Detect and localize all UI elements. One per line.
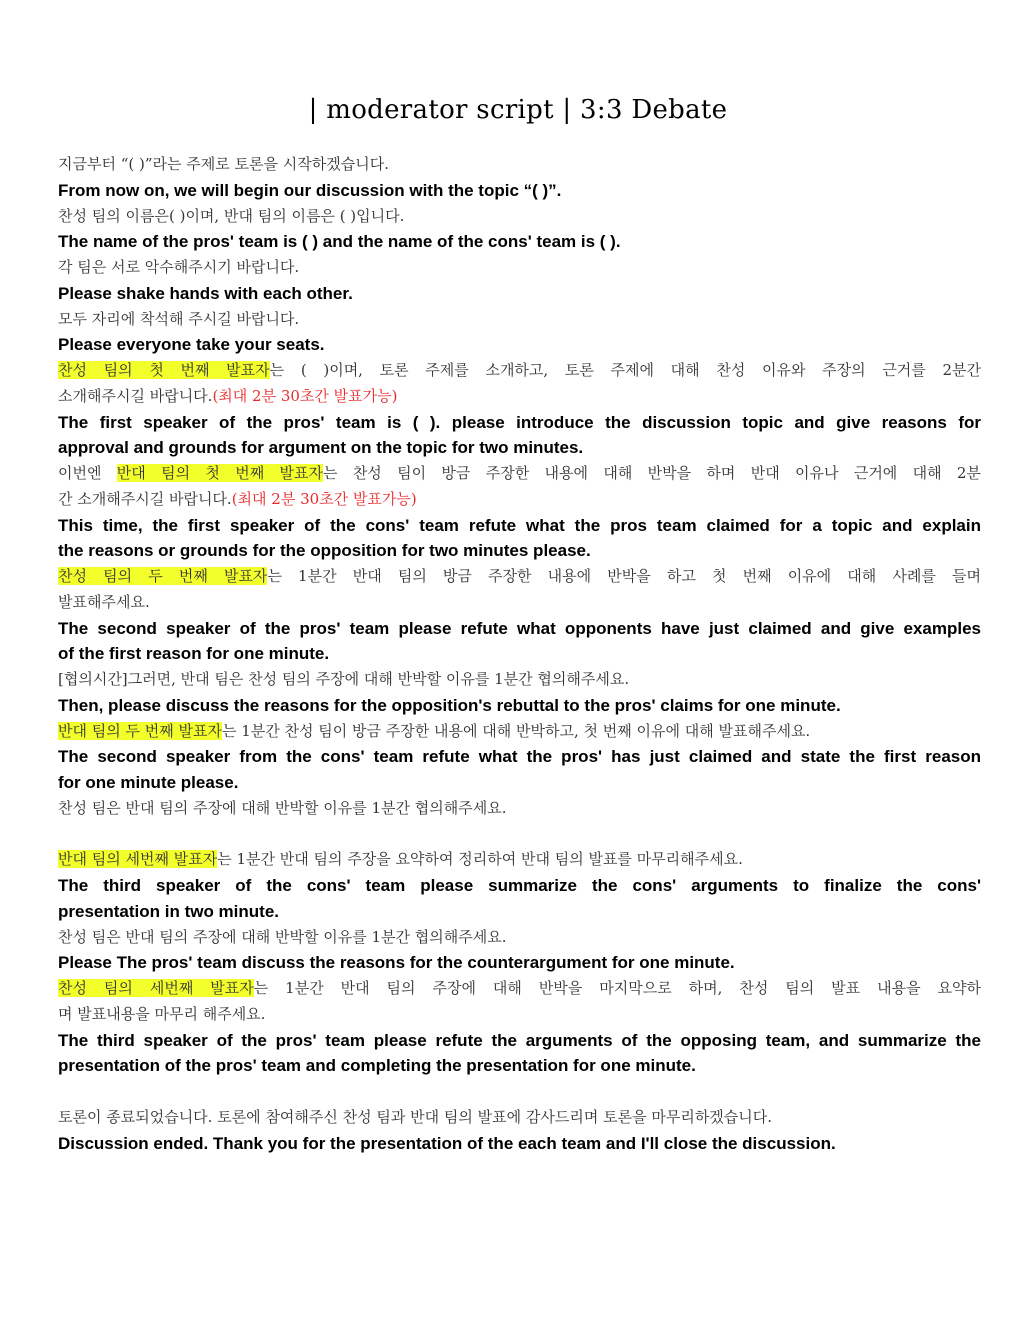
korean-line xyxy=(58,564,981,590)
document-title: | moderator script | 3:3 Debate xyxy=(308,95,728,125)
korean-line: 토론이 종료되었습니다. 토론에 참여해주신 찬성 팀과 반대 팀의 발표에 감사드리며 토론을 마무리하겠습니다. xyxy=(58,1107,773,1126)
line-text: 간 소개해주시길 바랍니다. xyxy=(58,489,232,508)
english-line: The third speaker of the cons' team please summarize the cons' arguments to finalize the cons' xyxy=(58,876,981,895)
korean-line xyxy=(58,384,981,410)
english-line: Discussion ended. Thank you for the presentation of the each team and I'll close the discussion. xyxy=(58,1133,836,1153)
english-line: The second speaker from the cons' team refute what the pros' has just claimed and state the first reason xyxy=(58,747,981,767)
speaker-highlight: 반대 팀의 첫 번째 발표자 xyxy=(116,464,323,482)
korean-line xyxy=(58,487,981,513)
speaker-highlight: 찬성 팀의 세번째 발표자 xyxy=(58,979,254,997)
line-text: 이번엔 xyxy=(58,464,117,482)
speaker-highlight: 찬성 팀의 두 번째 발표자 xyxy=(58,567,268,585)
korean-line: 각 팀은 서로 악수해주시기 바랍니다. xyxy=(58,258,300,276)
english-line: The third speaker of the pros' team please refute the arguments of the opposing team, and summarize the xyxy=(58,1030,981,1050)
english-line: Please shake hands with each other. xyxy=(58,283,353,303)
english-line: From now on, we will begin our discussion with the topic “( )”. xyxy=(58,180,562,200)
korean-line xyxy=(58,976,981,1002)
korean-line: 찬성 팀의 이름은( )이며, 반대 팀의 이름은 ( )입니다. xyxy=(58,206,405,225)
speaker-highlight: 찬성 팀의 첫 번째 발표자 xyxy=(58,361,270,379)
english-line: The second speaker of the pros' team please refute what opponents have just claimed and give examples xyxy=(58,618,981,638)
line-text: 는 1분간 찬성 팀이 방금 주장한 내용에 대해 반박하고, 첫 번째 이유에 대해 발표해주세요. xyxy=(221,721,811,740)
line-text: 는 1분간 반대 팀의 주장을 요약하여 정리하여 반대 팀의 발표를 마무리해주세요. xyxy=(217,850,743,869)
speaker-highlight: 반대 팀의 세번째 발표자 xyxy=(58,850,218,869)
english-line: of the first reason for one minute. xyxy=(58,644,330,664)
english-line: The name of the pros' team is ( ) and the name of the cons' team is ( ). xyxy=(58,232,621,252)
script-body xyxy=(58,152,981,1156)
line-text: 는 1분간 반대 팀의 방금 주장한 내용에 반박을 하고 첫 번째 이유에 대해 사례를 들며 xyxy=(267,567,981,585)
line-text: 소개해주시길 바랍니다. xyxy=(58,386,213,405)
english-line: presentation of the pros' team and completing the presentation for one minute. xyxy=(58,1056,696,1076)
time-note: (최대 2분 30초간 발표가능) xyxy=(212,386,398,405)
english-line: presentation in two minute. xyxy=(58,901,280,921)
english-line: This time, the first speaker of the cons' team refute what the pros team claimed for a topic and explain xyxy=(58,515,981,535)
english-line: for one minute please. xyxy=(58,773,239,792)
english-line: Then, please discuss the reasons for the opposition's rebuttal to the pros' claims for one minute. xyxy=(58,695,841,715)
korean-line: 며 발표내용을 마무리 해주세요. xyxy=(58,1004,266,1023)
korean-line: 찬성 팀은 반대 팀의 주장에 대해 반박할 이유를 1분간 협의해주세요. xyxy=(58,927,507,946)
english-line: Please everyone take your seats. xyxy=(58,335,325,355)
english-line: approval and grounds for argument on the topic for two minutes. xyxy=(58,438,584,458)
korean-line xyxy=(58,461,981,487)
line-text: 는 ( )이며, 토론 주제를 소개하고, 토론 주제에 대해 찬성 이유와 주장의 근거를 2분간 xyxy=(269,361,981,379)
korean-line: [협의시간]그러면, 반대 팀은 찬성 팀의 주장에 대해 반박할 이유를 1분간 협의해주세요. xyxy=(58,670,630,688)
korean-line: 찬성 팀은 반대 팀의 주장에 대해 반박할 이유를 1분간 협의해주세요. xyxy=(58,798,507,817)
blank-line xyxy=(58,1079,981,1105)
korean-line xyxy=(58,847,981,873)
english-line: Please The pros' team discuss the reasons for the counterargument for one minute. xyxy=(58,953,735,973)
english-line: the reasons or grounds for the opposition for two minutes please. xyxy=(58,541,591,561)
korean-line: 발표해주세요. xyxy=(58,592,150,611)
korean-line: 지금부터 “( )”라는 주제로 토론을 시작하겠습니다. xyxy=(58,155,389,173)
line-text: 는 찬성 팀이 방금 주장한 내용에 대해 반박을 하며 반대 이유나 근거에 대해 2분 xyxy=(323,464,981,482)
speaker-highlight: 반대 팀의 두 번째 발표자 xyxy=(58,721,222,740)
line-text: 는 1분간 반대 팀의 주장에 대해 반박을 마지막으로 하며, 찬성 팀의 발표 내용을 요약하 xyxy=(253,979,981,997)
korean-line xyxy=(58,358,981,384)
blank-line xyxy=(58,822,981,848)
korean-line: 모두 자리에 착석해 주시길 바랍니다. xyxy=(58,309,300,328)
english-line: The first speaker of the pros' team is ( ). please introduce the discussion topic and give reasons for xyxy=(58,412,981,432)
time-note: (최대 2분 30초간 발표가능) xyxy=(231,489,417,508)
korean-line xyxy=(58,719,981,745)
